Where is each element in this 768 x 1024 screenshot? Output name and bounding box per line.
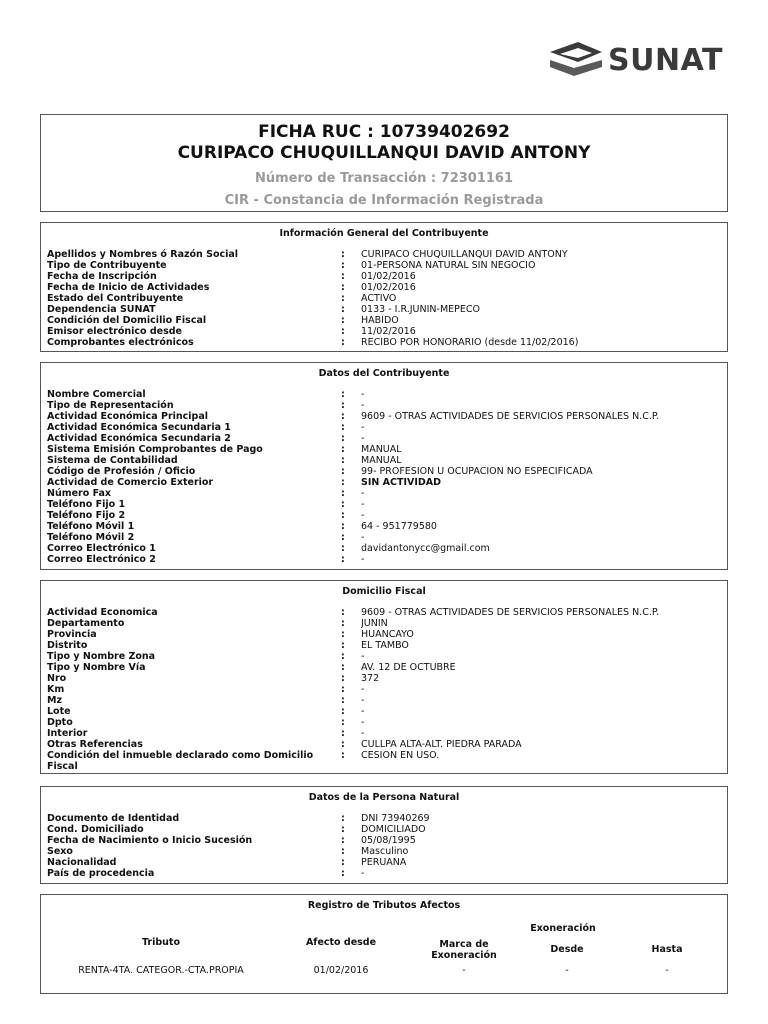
field-value: 11/02/2016 <box>361 326 416 337</box>
field-separator: : <box>341 400 345 411</box>
field-row <box>47 717 721 728</box>
tributo-cell-marca: - <box>462 965 466 976</box>
field-label: Actividad de Comercio Exterior <box>47 477 214 488</box>
field-separator: : <box>341 607 345 618</box>
field-label: Interior <box>47 728 88 739</box>
field-label: Nro <box>47 673 67 684</box>
constancia-title: CIR - Constancia de Información Registrada <box>224 193 544 208</box>
field-separator: : <box>341 444 345 455</box>
col-exoneracion-header: Exoneración <box>530 923 596 934</box>
field-row <box>47 315 721 326</box>
field-label: Sistema Emisión Comprobantes de Pago <box>47 444 263 455</box>
contribuyente-name: CURIPACO CHUQUILLANQUI DAVID ANTONY <box>177 143 591 163</box>
field-label: Nacionalidad <box>47 857 117 868</box>
field-value: RECIBO POR HONORARIO (desde 11/02/2016) <box>361 337 579 348</box>
field-separator: : <box>341 293 345 304</box>
field-label: Teléfono Fijo 2 <box>47 510 126 521</box>
field-label: Teléfono Fijo 1 <box>47 499 126 510</box>
field-row <box>47 477 721 488</box>
field-row <box>47 499 721 510</box>
field-row <box>47 282 721 293</box>
field-value: CULLPA ALTA-ALT. PIEDRA PARADA <box>361 739 522 750</box>
field-value: HABIDO <box>361 315 399 326</box>
field-label: Departamento <box>47 618 125 629</box>
field-separator: : <box>341 315 345 326</box>
field-value: - <box>361 717 365 728</box>
field-value: MANUAL <box>361 455 402 466</box>
field-separator: : <box>341 304 345 315</box>
field-value: PERUANA <box>361 857 407 868</box>
field-value: - <box>361 488 365 499</box>
field-row <box>47 554 721 565</box>
field-value: MANUAL <box>361 444 402 455</box>
field-value: CESION EN USO. <box>361 750 440 761</box>
field-value: Masculino <box>361 846 409 857</box>
field-separator: : <box>341 326 345 337</box>
col-tributo-header: Tributo <box>141 937 180 948</box>
section-title: Datos de la Persona Natural <box>308 792 460 803</box>
field-row <box>47 271 721 282</box>
field-value: AV. 12 DE OCTUBRE <box>361 662 456 673</box>
field-value: DNI 73940269 <box>361 813 430 824</box>
field-label: Tipo y Nombre Zona <box>47 651 156 662</box>
field-row <box>47 684 721 695</box>
field-separator: : <box>341 433 345 444</box>
field-label: Comprobantes electrónicos <box>47 337 194 348</box>
field-value: davidantonycc@gmail.com <box>361 543 490 554</box>
field-value: - <box>361 510 365 521</box>
field-value: - <box>361 684 365 695</box>
field-label: Actividad Economica <box>47 607 158 618</box>
field-row <box>47 510 721 521</box>
field-label: Condición del Domicilio Fiscal <box>47 315 207 326</box>
field-row <box>47 651 721 662</box>
field-row <box>47 728 721 739</box>
field-separator: : <box>341 249 345 260</box>
field-value: HUANCAYO <box>361 629 414 640</box>
field-label: Tipo de Representación <box>47 400 174 411</box>
field-separator: : <box>341 824 345 835</box>
col-marca-exoneracion-header: Marca de Exoneración <box>431 939 497 961</box>
section-persona-natural <box>40 786 728 884</box>
field-label: Actividad Económica Secundaria 2 <box>47 433 231 444</box>
tributo-cell-afecto: 01/02/2016 <box>313 965 369 976</box>
field-row <box>47 868 721 879</box>
field-separator: : <box>341 750 345 761</box>
field-label: Km <box>47 684 65 695</box>
field-row <box>47 695 721 706</box>
field-value: - <box>361 532 365 543</box>
field-row <box>47 706 721 717</box>
tributo-cell-desde: - <box>565 965 569 976</box>
field-row <box>47 400 721 411</box>
field-label: Mz <box>47 695 62 706</box>
field-label: Tipo y Nombre Vía <box>47 662 146 673</box>
field-label: Dependencia SUNAT <box>47 304 156 315</box>
field-row <box>47 739 721 750</box>
field-row <box>47 455 721 466</box>
section-domicilio-fiscal <box>40 580 728 774</box>
field-row <box>47 607 721 618</box>
field-separator: : <box>341 868 345 879</box>
field-separator: : <box>341 640 345 651</box>
field-row <box>47 411 721 422</box>
ficha-ruc-title: FICHA RUC : 10739402692 <box>258 122 510 142</box>
field-value: 0133 - I.R.JUNIN-MEPECO <box>361 304 480 315</box>
tributo-cell-tributo: RENTA-4TA. CATEGOR.-CTA.PROPIA <box>78 965 244 976</box>
field-separator: : <box>341 510 345 521</box>
field-separator: : <box>341 739 345 750</box>
field-value: JUNIN <box>361 618 388 629</box>
field-label: Sexo <box>47 846 73 857</box>
field-row <box>47 466 721 477</box>
tributo-cell-hasta: - <box>665 965 669 976</box>
field-value: EL TAMBO <box>361 640 409 651</box>
field-separator: : <box>341 389 345 400</box>
field-value: 64 - 951779580 <box>361 521 437 532</box>
field-label: Nombre Comercial <box>47 389 146 400</box>
field-row <box>47 304 721 315</box>
field-value: CURIPACO CHUQUILLANQUI DAVID ANTONY <box>361 249 568 260</box>
field-value: 05/08/1995 <box>361 835 416 846</box>
field-value: - <box>361 554 365 565</box>
field-row <box>47 521 721 532</box>
field-value: - <box>361 422 365 433</box>
field-separator: : <box>341 857 345 868</box>
field-row <box>47 337 721 348</box>
field-separator: : <box>341 488 345 499</box>
col-afecto-desde-header: Afecto desde <box>305 937 377 948</box>
field-separator: : <box>341 835 345 846</box>
field-label: Actividad Económica Principal <box>47 411 209 422</box>
field-row <box>47 422 721 433</box>
field-separator: : <box>341 695 345 706</box>
field-separator: : <box>341 846 345 857</box>
field-value: - <box>361 499 365 510</box>
field-label: Cond. Domiciliado <box>47 824 144 835</box>
field-row <box>47 433 721 444</box>
transaction-number: Número de Transacción : 72301161 <box>254 171 514 186</box>
field-separator: : <box>341 554 345 565</box>
field-label: Actividad Económica Secundaria 1 <box>47 422 231 433</box>
field-row <box>47 249 721 260</box>
field-label: Tipo de Contribuyente <box>47 260 167 271</box>
field-separator: : <box>341 532 345 543</box>
field-row <box>47 824 721 835</box>
field-label: Apellidos y Nombres ó Razón Social <box>47 249 239 260</box>
field-value: - <box>361 868 365 879</box>
field-separator: : <box>341 477 345 488</box>
field-row <box>47 389 721 400</box>
field-value: - <box>361 389 365 400</box>
field-separator: : <box>341 271 345 282</box>
field-separator: : <box>341 651 345 662</box>
field-label: Otras Referencias <box>47 739 143 750</box>
field-value: 9609 - OTRAS ACTIVIDADES DE SERVICIOS PERSONALES N.C.P. <box>361 607 660 618</box>
field-value: 372 <box>361 673 380 684</box>
section-title: Registro de Tributos Afectos <box>307 900 461 911</box>
section-title: Información General del Contribuyente <box>279 228 489 239</box>
field-row <box>47 629 721 640</box>
datos-rows <box>47 389 721 565</box>
field-value: - <box>361 695 365 706</box>
sunat-logo-text: SUNAT <box>608 42 723 78</box>
field-label: Dpto <box>47 717 73 728</box>
field-label: Correo Electrónico 1 <box>47 543 156 554</box>
field-separator: : <box>341 499 345 510</box>
field-value: 9609 - OTRAS ACTIVIDADES DE SERVICIOS PERSONALES N.C.P. <box>361 411 660 422</box>
field-row <box>47 835 721 846</box>
section-datos-contribuyente <box>40 362 728 570</box>
field-value: - <box>361 400 365 411</box>
field-separator: : <box>341 717 345 728</box>
field-value: - <box>361 433 365 444</box>
field-value: SIN ACTIVIDAD <box>361 477 441 488</box>
field-label: Estado del Contribuyente <box>47 293 184 304</box>
field-label: Condición del inmueble declarado como Domicilio Fiscal <box>47 750 314 772</box>
field-separator: : <box>341 521 345 532</box>
field-row <box>47 618 721 629</box>
field-row <box>47 326 721 337</box>
sunat-logo <box>544 38 728 82</box>
field-label: Código de Profesión / Oficio <box>47 466 196 477</box>
field-separator: : <box>341 260 345 271</box>
field-label: Fecha de Inscripción <box>47 271 157 282</box>
field-row <box>47 673 721 684</box>
sunat-emblem-icon <box>544 38 606 82</box>
field-label: País de procedencia <box>47 868 155 879</box>
field-separator: : <box>341 411 345 422</box>
field-separator: : <box>341 728 345 739</box>
field-label: Correo Electrónico 2 <box>47 554 156 565</box>
field-row <box>47 662 721 673</box>
field-separator: : <box>341 282 345 293</box>
field-value: - <box>361 728 365 739</box>
field-label: Fecha de Nacimiento o Inicio Sucesión <box>47 835 253 846</box>
field-value: 01/02/2016 <box>361 282 416 293</box>
field-row <box>47 750 721 772</box>
field-row <box>47 293 721 304</box>
field-row <box>47 640 721 651</box>
field-separator: : <box>341 684 345 695</box>
field-value: ACTIVO <box>361 293 397 304</box>
field-row <box>47 532 721 543</box>
field-value: 99- PROFESION U OCUPACION NO ESPECIFICADA <box>361 466 593 477</box>
section-informacion-general <box>40 222 728 352</box>
field-separator: : <box>341 706 345 717</box>
field-label: Sistema de Contabilidad <box>47 455 178 466</box>
field-row <box>47 813 721 824</box>
field-value: - <box>361 706 365 717</box>
field-separator: : <box>341 337 345 348</box>
field-separator: : <box>341 629 345 640</box>
section-tributos-afectos <box>40 894 728 994</box>
field-row <box>47 543 721 554</box>
field-label: Número Fax <box>47 488 112 499</box>
field-row <box>47 260 721 271</box>
col-hasta-header: Hasta <box>651 944 683 955</box>
field-value: 01-PERSONA NATURAL SIN NEGOCIO <box>361 260 536 271</box>
field-label: Distrito <box>47 640 88 651</box>
general-rows <box>47 249 721 348</box>
field-row <box>47 846 721 857</box>
field-separator: : <box>341 662 345 673</box>
field-label: Lote <box>47 706 71 717</box>
field-separator: : <box>341 543 345 554</box>
field-value: DOMICILIADO <box>361 824 426 835</box>
field-row <box>47 444 721 455</box>
field-separator: : <box>341 455 345 466</box>
field-label: Fecha de Inicio de Actividades <box>47 282 210 293</box>
field-separator: : <box>341 422 345 433</box>
field-value: 01/02/2016 <box>361 271 416 282</box>
field-row <box>47 488 721 499</box>
persona-rows <box>47 813 721 879</box>
field-value: - <box>361 651 365 662</box>
section-title: Domicilio Fiscal <box>342 586 426 597</box>
field-separator: : <box>341 618 345 629</box>
field-separator: : <box>341 466 345 477</box>
field-separator: : <box>341 673 345 684</box>
field-label: Documento de Identidad <box>47 813 180 824</box>
section-title: Datos del Contribuyente <box>318 368 450 379</box>
field-label: Emisor electrónico desde <box>47 326 182 337</box>
col-desde-header: Desde <box>550 944 584 955</box>
field-row <box>47 857 721 868</box>
field-separator: : <box>341 813 345 824</box>
domicilio-rows <box>47 607 721 772</box>
field-label: Provincia <box>47 629 97 640</box>
field-label: Teléfono Móvil 1 <box>47 521 135 532</box>
field-label: Teléfono Móvil 2 <box>47 532 135 543</box>
ficha-header <box>40 114 728 212</box>
